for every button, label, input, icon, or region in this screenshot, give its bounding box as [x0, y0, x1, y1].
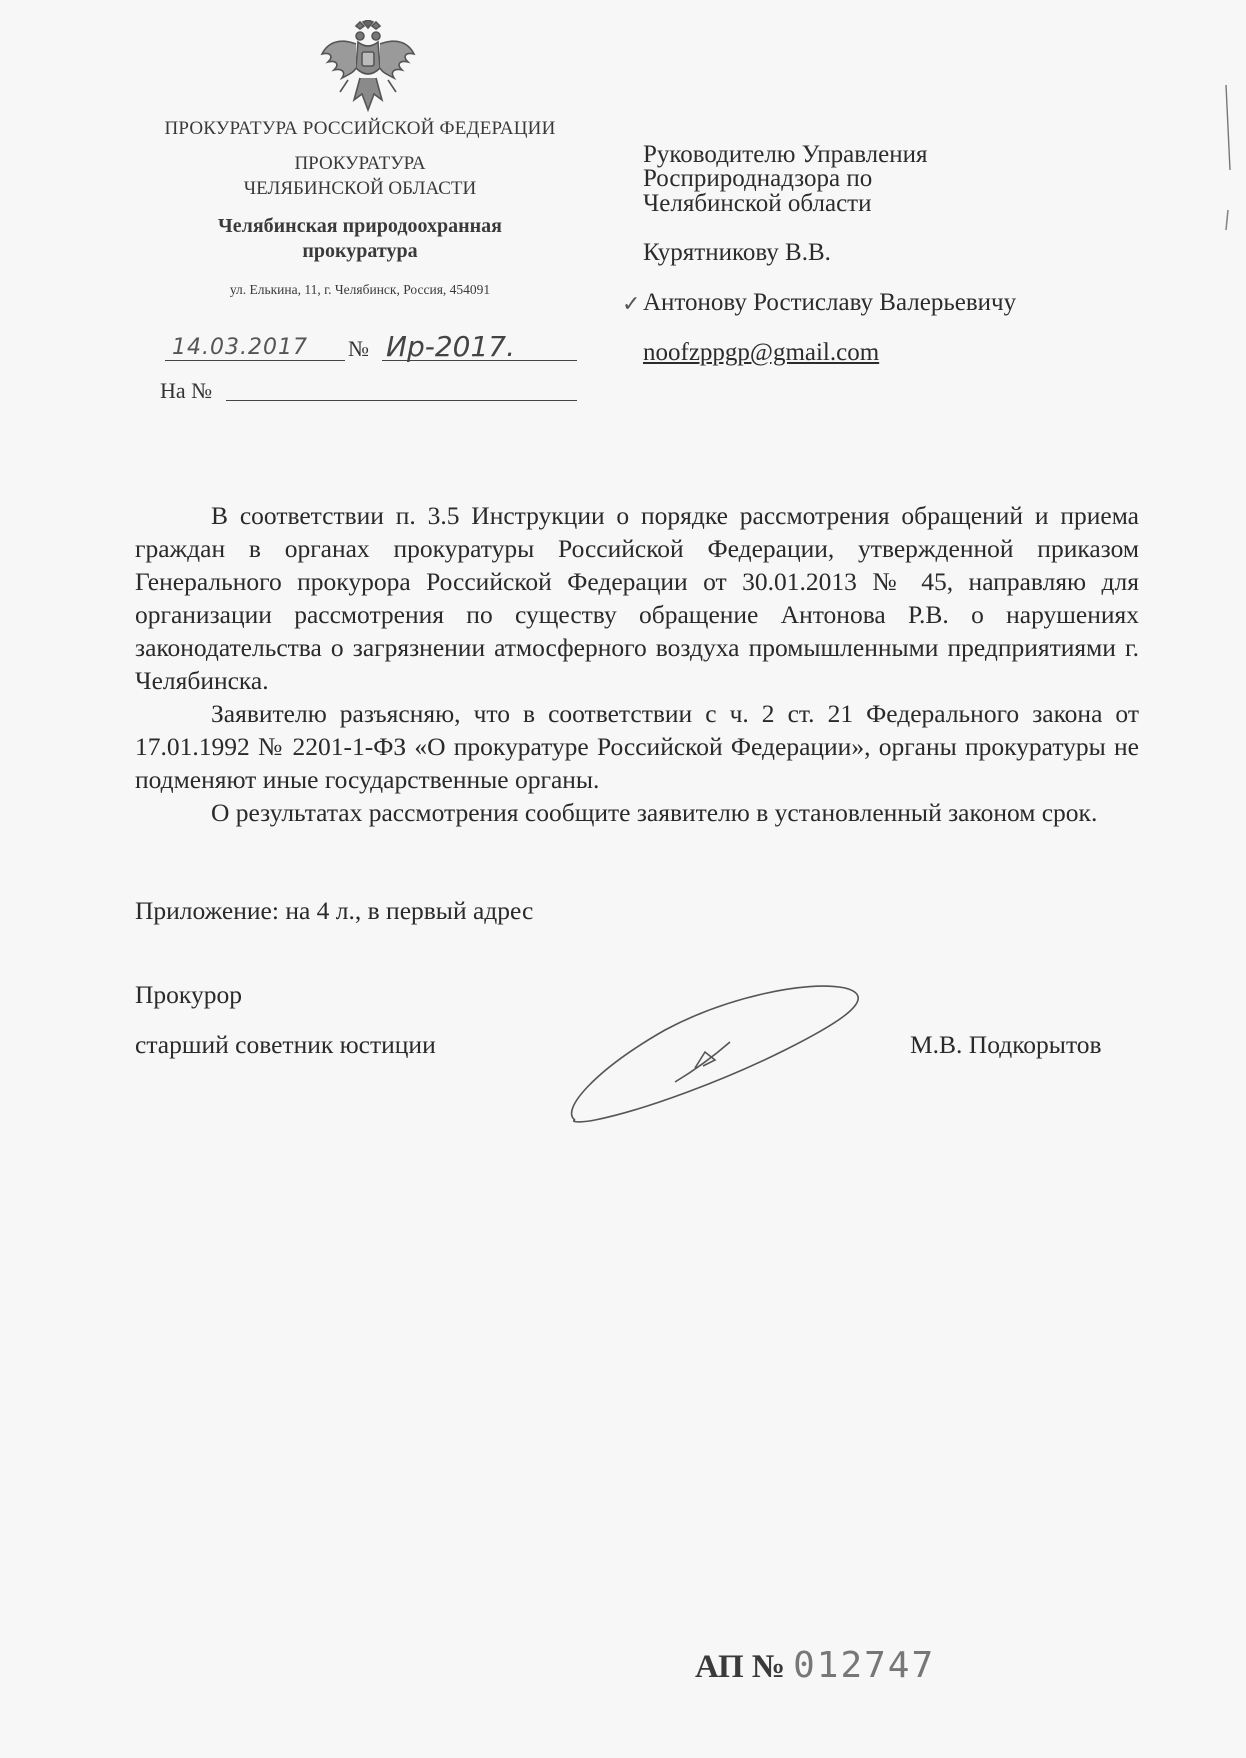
addressee-name-2: Антонову Ростиславу Валерьевичу — [643, 289, 1017, 316]
reply-to-label: На № — [160, 378, 213, 403]
form-serial-value: 012747 — [793, 1645, 936, 1686]
coat-of-arms-emblem — [318, 20, 418, 116]
addressee-position-line2: Росприроднадзора по — [643, 165, 873, 192]
addressee-name-1: Курятникову В.В. — [643, 239, 831, 266]
attachment-note: Приложение: на 4 л., в первый адрес — [135, 896, 534, 925]
addressee-position-line3: Челябинской области — [643, 190, 872, 217]
federal-organization: ПРОКУРАТУРА РОССИЙСКОЙ ФЕДЕРАЦИИ — [164, 118, 556, 139]
outgoing-number: Ир-2017. — [386, 330, 515, 363]
department-name-line1: Челябинская природоохранная — [218, 215, 502, 237]
addressee-email-link[interactable]: noofzppgp@gmail.com — [643, 339, 880, 366]
regional-organization-line2: ЧЕЛЯБИНСКОЙ ОБЛАСТИ — [243, 178, 477, 199]
body-paragraph-1: В соответствии п. 3.5 Инструкции о порядке рассмотрения обращений и приема граждан в органах прокуратуры Российской Федерации, утвержденной приказом Генерального прокурора Российской Федерации от 30.01.2013 № 45, направляю для организации рассмотрения по существу обращение Антонова Р.В. о нарушениях законодательства о загрязнении атмосферного воздуха промышленными предприятиями г. Челябинска. — [135, 501, 1139, 695]
organization-address: ул. Елькина, 11, г. Челябинск, Россия, 454091 — [229, 282, 491, 297]
number-underline — [382, 360, 577, 361]
signer-rank: старший советник юстиции — [135, 1030, 436, 1059]
number-label: № — [348, 336, 369, 361]
body-paragraph-3: О результатах рассмотрения сообщите заявителю в установленный законом срок. — [211, 798, 1098, 827]
scan-margin-mark — [1218, 80, 1238, 240]
regional-organization-line1: ПРОКУРАТУРА — [294, 153, 426, 174]
reply-to-underline — [226, 400, 577, 401]
addressee-position-line1: Руководителю Управления — [643, 141, 928, 168]
department-name-line2: прокуратура — [302, 240, 418, 262]
signer-title: Прокурор — [135, 980, 242, 1009]
letter-body — [135, 499, 1139, 829]
date-underline — [165, 360, 345, 361]
outgoing-date: 14.03.2017 — [172, 335, 308, 360]
handwritten-signature — [555, 970, 885, 1135]
body-paragraph-2: Заявителю разъясняю, что в соответствии с ч. 2 ст. 21 Федерального закона от 17.01.1992 № 2201-1-ФЗ «О прокуратуре Российской Федерации», органы прокуратуры не подменяют иные государственные органы. — [135, 699, 1139, 794]
form-serial-label: АП № — [695, 1649, 786, 1685]
signer-name: М.В. Подкорытов — [910, 1030, 1102, 1059]
form-serial-number — [695, 1645, 935, 1686]
check-mark-icon: ✓ — [622, 292, 641, 317]
